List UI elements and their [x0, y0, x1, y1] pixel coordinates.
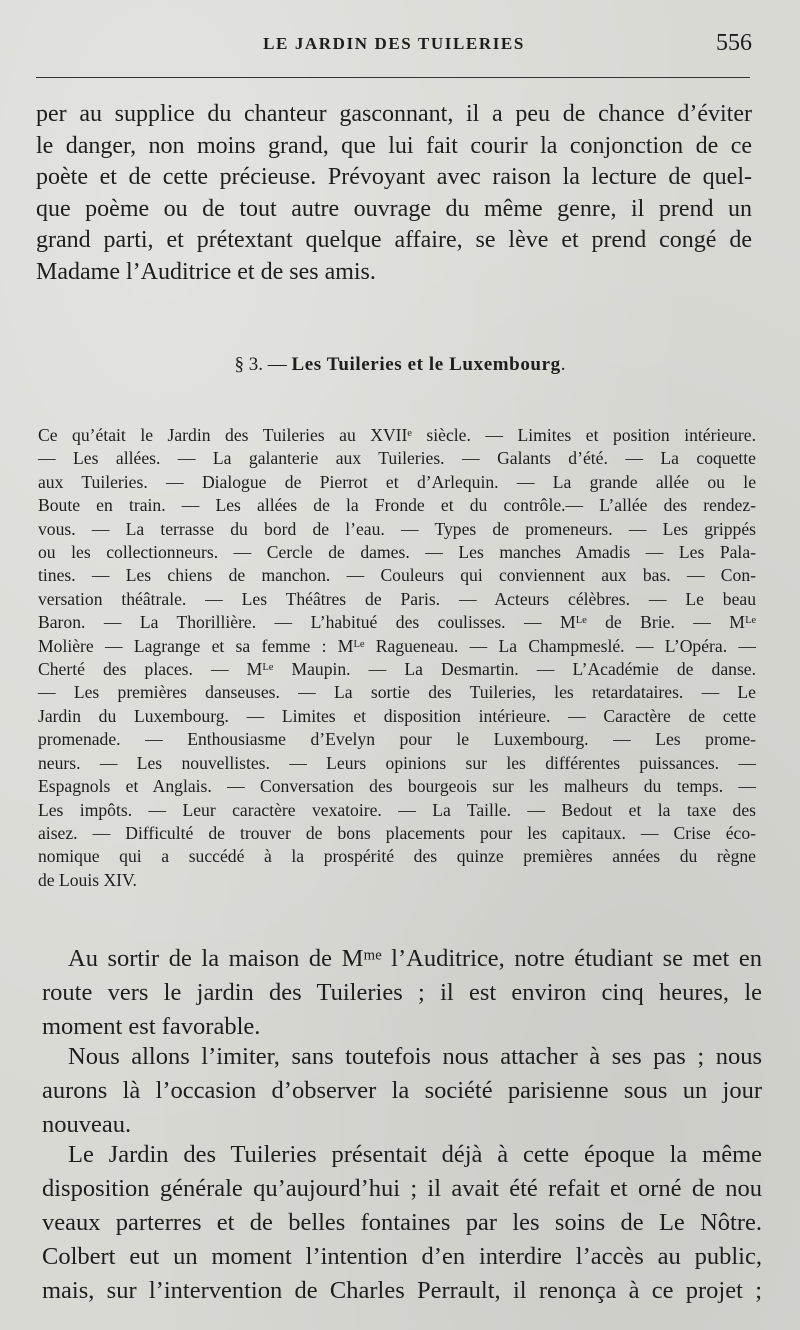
summary-line: — Les allées. — La galanterie aux Tuileries. — Galants d’été. — La coquette — [38, 448, 756, 469]
summary-line: Jardin du Luxembourg. — Limites et disposition intérieure. — Caractère de cette — [38, 705, 756, 726]
section-number: § 3. — — [234, 354, 287, 375]
summary-line: Ce qu’était le Jardin des Tuileries au XVIIᵉ siècle. — Limites et position intérieure. — [38, 425, 756, 445]
paragraph-3 — [42, 1040, 762, 1142]
summary-line: de Louis XIV. — [38, 869, 137, 890]
summary-line: — Les premières danseuses. — La sortie des Tuileries, les retardataires. — Le — [38, 682, 756, 703]
paragraph-2-line: Au sortir de la maison de Mᵐᵉ l’Auditrice, notre étudiant se met en — [68, 945, 762, 972]
summary-line: tines. — Les chiens de manchon. — Couleurs qui conviennent aux bas. — Con- — [38, 565, 756, 586]
paragraph-4-line: veaux parterres et de belles fontaines par les soins de Le Nôtre. — [42, 1209, 762, 1236]
running-head — [36, 30, 752, 64]
paragraph-2-line: moment est favorable. — [42, 1013, 261, 1040]
paragraph-3-line: Nous allons l’imiter, sans toutefois nous attacher à ses pas ; nous — [68, 1043, 762, 1070]
summary-line: versation théâtrale. — Les Théâtres de Paris. — Acteurs célèbres. — Le beau — [38, 588, 756, 609]
summary-line: Espagnols et Anglais. — Conversation des bourgeois sur les malheurs du temps. — — [38, 776, 756, 797]
paragraph-4-line: Colbert eut un moment l’intention d’en interdire l’accès au public, — [42, 1243, 762, 1270]
summary-line: Boute en train. — Les allées de la Fronde et du contrôle.— L’allée des rendez- — [38, 495, 756, 516]
paragraph-1 — [36, 99, 752, 288]
summary-line: aux Tuileries. — Dialogue de Pierrot et d’Arlequin. — La grande allée ou le — [38, 471, 756, 492]
paragraph-2-line: route vers le jardin des Tuileries ; il est environ cinq heures, le — [42, 979, 762, 1006]
paragraph-1-line: poète et de cette précieuse. Prévoyant avec raison la lecture de quel- — [36, 164, 752, 190]
summary-line: neurs. — Les nouvellistes. — Leurs opinions sur les différentes puissances. — — [38, 752, 756, 773]
paragraph-4-line: disposition générale qu’aujourd’hui ; il avait été refait et orné de nou — [42, 1175, 762, 1202]
section-heading — [0, 354, 800, 376]
paragraph-3-line: nouveau. — [42, 1111, 132, 1138]
section-end: . — [560, 354, 566, 375]
running-title: LE JARDIN DES TUILERIES — [263, 34, 525, 53]
chapter-summary — [38, 424, 756, 892]
summary-line: Molière — Lagrange et sa femme : Mᴸᵉ Ragueneau. — La Champmeslé. — L’Opéra. — — [38, 635, 756, 656]
paragraph-1-line: grand parti, et prétextant quelque affaire, se lève et prend congé de — [36, 227, 752, 253]
summary-line: Cherté des places. — Mᴸᵉ Maupin. — La Desmartin. — L’Académie de danse. — [38, 659, 756, 680]
paragraph-4-line: mais, sur l’intervention de Charles Perrault, il renonça à ce projet ; — [42, 1277, 762, 1304]
paragraph-1-line: per au supplice du chanteur gasconnant, il a peu de chance d’éviter — [36, 101, 752, 127]
section-title: Les Tuileries et le Luxembourg — [291, 354, 561, 375]
paragraph-4 — [42, 1138, 762, 1308]
page-number: 556 — [716, 30, 752, 56]
summary-line: nomique qui a succédé à la prospérité des quinze premières années du règne — [38, 846, 756, 867]
paragraph-4-line: Le Jardin des Tuileries présentait déjà à cette époque la même — [68, 1141, 762, 1168]
paragraph-1-line: Madame l’Auditrice et de ses amis. — [36, 258, 376, 285]
paragraph-1-line: que poème ou de tout autre ouvrage du même genre, il prend un — [36, 195, 752, 222]
summary-line: promenade. — Enthousiasme d’Evelyn pour le Luxembourg. — Les prome- — [38, 729, 756, 750]
summary-line: Les impôts. — Leur caractère vexatoire. — La Taille. — Bedout et la taxe des — [38, 799, 756, 820]
paragraph-3-line: aurons là l’occasion d’observer la société parisienne sous un jour — [42, 1077, 762, 1104]
summary-line: ou les collectionneurs. — Cercle de dames. — Les manches Amadis — Les Pala- — [38, 542, 756, 563]
paragraph-1-line: le danger, non moins grand, que lui fait courir la conjonction de ce — [36, 132, 752, 159]
summary-line: aisez. — Difficulté de trouver de bons placements pour les capitaux. — Crise éco- — [38, 822, 756, 843]
paragraph-2 — [42, 942, 762, 1044]
summary-line: vous. — La terrasse du bord de l’eau. — Types de promeneurs. — Les grippés — [38, 518, 756, 539]
header-rule — [36, 77, 750, 78]
summary-line: Baron. — La Thorillière. — L’habitué des coulisses. — Mᴸᵉ de Brie. — Mᴸᵉ — [38, 612, 756, 633]
